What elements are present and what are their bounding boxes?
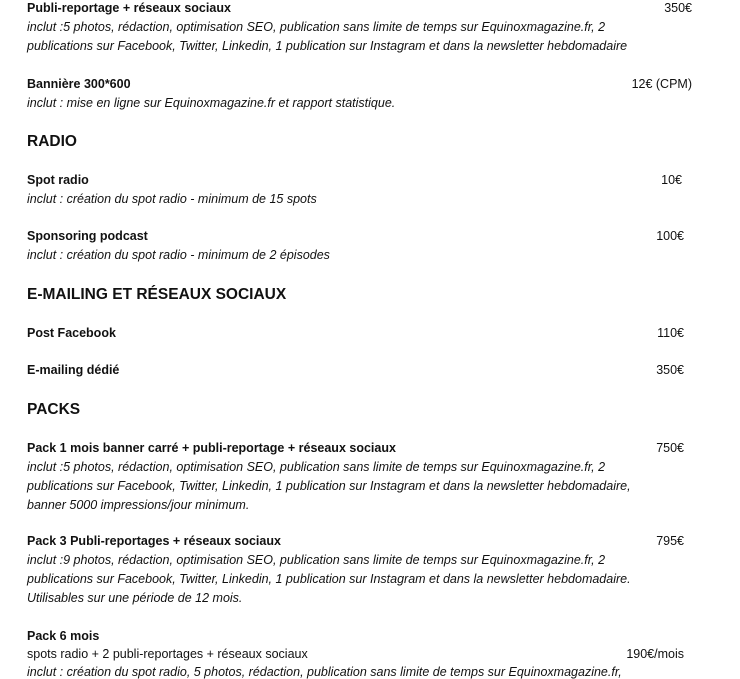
item-price-pack-3: 795€ bbox=[656, 534, 684, 548]
item-price-podcast: 100€ bbox=[656, 229, 684, 243]
item-desc-line: inclut : création du spot radio - minimum de 2 épisodes bbox=[27, 248, 330, 262]
item-title-pack-6: Pack 6 mois bbox=[27, 629, 100, 643]
item-price-emailing-dedie: 350€ bbox=[656, 363, 684, 377]
item-title-pack-1: Pack 1 mois banner carré + publi-reportage + réseaux sociaux bbox=[27, 441, 396, 455]
item-price-post-facebook: 110€ bbox=[657, 326, 684, 340]
item-desc-line: inclut :9 photos, rédaction, optimisation SEO, publication sans limite de temps sur Equinoxmagazine.fr, 2 bbox=[27, 553, 606, 567]
item-title-post-facebook: Post Facebook bbox=[27, 326, 116, 340]
item-title-publi-reseaux: Publi-reportage + réseaux sociaux bbox=[27, 1, 231, 15]
item-desc-line: publications sur Facebook, Twitter, Linkedin, 1 publication sur Instagram et dans la newsletter hebdomadaire. bbox=[27, 572, 631, 586]
item-price-spot-radio: 10€ bbox=[661, 173, 682, 187]
item-desc-line: inclut : création du spot radio - minimum de 15 spots bbox=[27, 192, 317, 206]
item-price-banniere: 12€ (CPM) bbox=[631, 77, 692, 91]
item-desc-line: inclut :5 photos, rédaction, optimisation SEO, publication sans limite de temps sur Equinoxmagazine.fr, 2 bbox=[27, 20, 606, 34]
item-desc-line: Utilisables sur une période de 12 mois. bbox=[27, 591, 243, 605]
item-desc-line: inclut : création du spot radio, 5 photos, rédaction, publication sans limite de temps sur Equinoxmagazine.fr, bbox=[27, 665, 622, 679]
item-title-pack-3: Pack 3 Publi-reportages + réseaux sociaux bbox=[27, 534, 281, 548]
section-heading-emailing: E-MAILING ET RÉSEAUX SOCIAUX bbox=[27, 286, 287, 303]
item-desc-line: inclut : mise en ligne sur Equinoxmagazine.fr et rapport statistique. bbox=[27, 96, 396, 110]
item-price-publi-reseaux: 350€ bbox=[664, 1, 692, 15]
item-price-pack-6: 190€/mois bbox=[626, 647, 684, 661]
section-heading-packs: PACKS bbox=[27, 401, 81, 418]
item-desc-line: inclut :5 photos, rédaction, optimisation SEO, publication sans limite de temps sur Equinoxmagazine.fr, 2 bbox=[27, 460, 606, 474]
item-desc-line: publications sur Facebook, Twitter, Linkedin, 1 publication sur Instagram et dans la newsletter hebdomadaire bbox=[27, 39, 628, 53]
item-title-banniere: Bannière 300*600 bbox=[27, 77, 131, 91]
section-heading-radio: RADIO bbox=[27, 133, 77, 150]
item-title-emailing-dedie: E-mailing dédié bbox=[27, 363, 120, 377]
item-desc-line: banner 5000 impressions/jour minimum. bbox=[27, 498, 250, 512]
item-title-spot-radio: Spot radio bbox=[27, 173, 89, 187]
item-desc-line: publications sur Facebook, Twitter, Linkedin, 1 publication sur Instagram et dans la newsletter hebdomadaire, bbox=[27, 479, 631, 493]
item-subtitle-pack-6: spots radio + 2 publi-reportages + réseaux sociaux bbox=[27, 647, 308, 661]
item-price-pack-1: 750€ bbox=[656, 441, 684, 455]
item-title-podcast: Sponsoring podcast bbox=[27, 229, 148, 243]
